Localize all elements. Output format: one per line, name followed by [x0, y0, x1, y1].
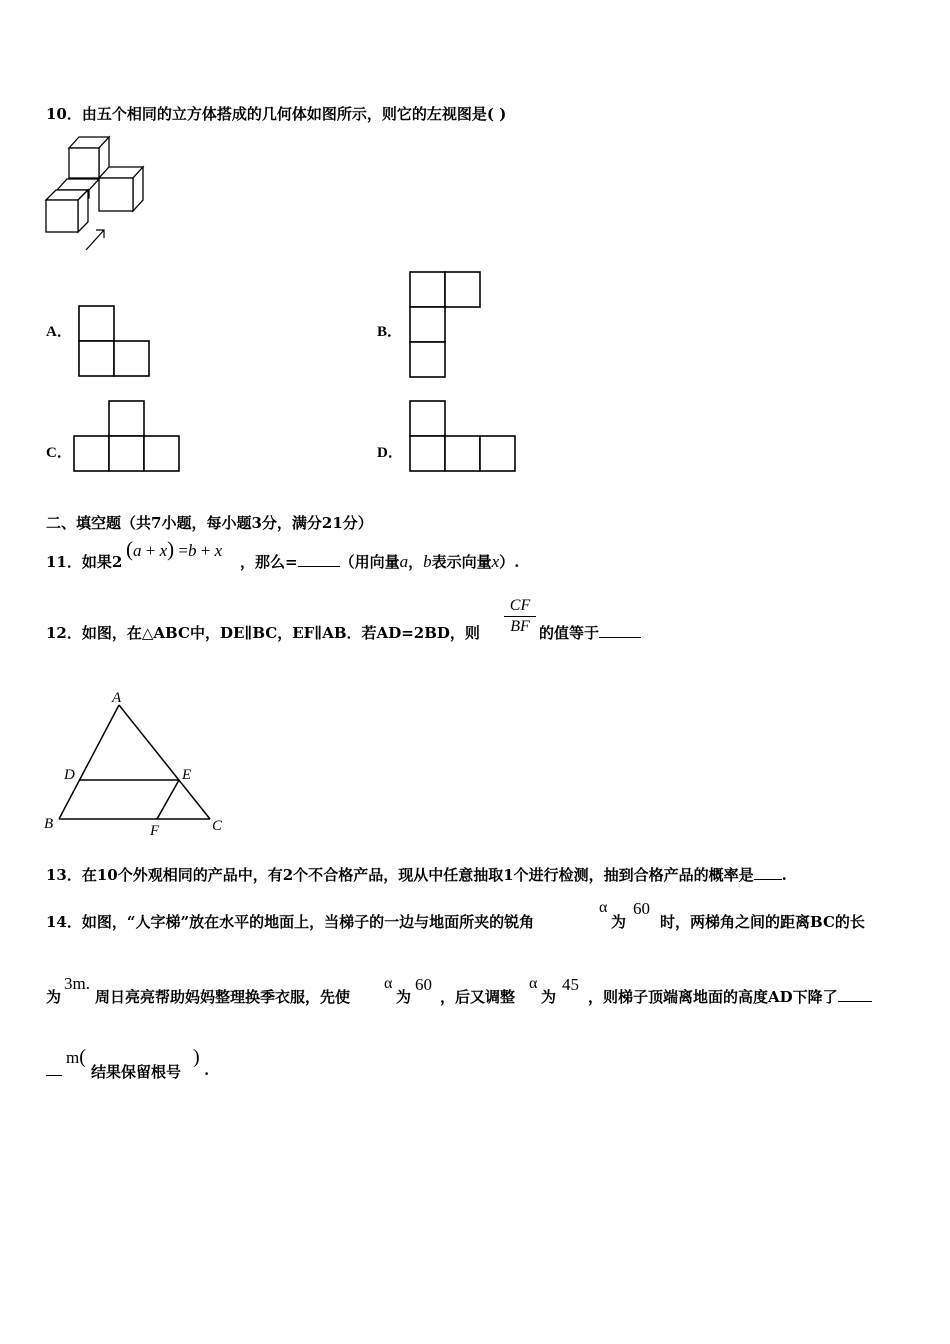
q10-option-b-label[interactable]: B． [377, 324, 403, 340]
q10-number: 10． [46, 105, 82, 123]
q14-line2-c: ，后又调整 [440, 988, 516, 1006]
q12-stem [46, 622, 480, 643]
q11-vec-x: x [491, 552, 500, 571]
q10-option-c-label[interactable]: C． [46, 445, 72, 461]
section2-title: 二、填空题（共7小题，每小题3分，满分21分） [46, 514, 373, 532]
q11-number: 11． [46, 553, 82, 571]
q12-label-d: D [64, 767, 75, 783]
q14-wei-3: 为 [396, 988, 412, 1006]
q14-line2-b: 周日亮亮帮助妈妈整理换季衣服，先使 [95, 988, 351, 1006]
q14-wei-2: 为 [46, 988, 62, 1006]
q11-post2: 表示向量 [431, 553, 492, 571]
q12-label-e: E [182, 767, 192, 783]
q11-rparen: ) [167, 537, 175, 561]
q11-var-x-2: x [214, 541, 223, 560]
q10-cube-figure [42, 134, 152, 259]
q14-alpha-3: α [529, 975, 538, 992]
q12-triangle-figure [40, 688, 230, 838]
q14-alpha-1: α [599, 899, 608, 916]
q14-end: . [204, 1061, 210, 1079]
q14-answer-blank-1[interactable] [838, 987, 872, 1002]
q12-label-b: B [44, 816, 54, 832]
q11-plus: + [141, 541, 160, 560]
q14-text-1: 如图，“人字梯”放在水平的地面上，当梯子的一边与地面所夹的锐角 [81, 913, 535, 931]
q11-plus-2: + [196, 541, 215, 560]
q14-unit-m [66, 1046, 86, 1069]
q11-pre: 如果 [81, 553, 112, 571]
q12-label-f: F [150, 823, 160, 839]
q13-number: 13． [46, 866, 82, 884]
q11-var-x: x [159, 541, 168, 560]
q12-label-a: A [112, 690, 122, 706]
q14-line1-b: 时，两梯角之间的距离BC的长 [660, 913, 865, 931]
q12-fraction-bar [504, 616, 536, 617]
q14-value-60-1: 60 [633, 899, 650, 918]
q12-answer-blank[interactable] [599, 623, 641, 638]
q12-number: 12． [46, 624, 82, 642]
q11-equation [126, 537, 222, 562]
q14-line2-d [588, 986, 872, 1007]
q14-number: 14． [46, 913, 82, 931]
q10-option-d-figure[interactable] [409, 400, 519, 472]
q10-option-a-label[interactable]: A． [46, 324, 72, 340]
q14-unit-m-text: m [66, 1048, 80, 1067]
q10-option-b-figure[interactable] [409, 271, 484, 379]
q14-text-2d: ，则梯子顶端离地面的高度AD下降了 [588, 988, 838, 1006]
q11-vec-a: a [399, 552, 409, 571]
q10-option-c-figure[interactable] [73, 400, 183, 472]
q14-line3-blank [46, 1061, 62, 1080]
q11-var-b: b [187, 541, 197, 560]
q12-tail [539, 622, 641, 643]
q12-text: 如图，在△ABC中，DE∥BC，EF∥AB．若AD=2BD，则 [81, 624, 480, 642]
q14-value-60-2: 60 [415, 975, 432, 994]
q10-option-a-figure[interactable] [78, 305, 153, 377]
q14-wei-1: 为 [611, 913, 627, 931]
q12-fraction [504, 597, 536, 636]
q14-wei-4: 为 [541, 988, 557, 1006]
q12-tail-text: 的值等于 [539, 624, 600, 642]
q14-answer-blank-2[interactable] [46, 1061, 62, 1076]
q11-mid: ，那么= [240, 553, 298, 571]
q11-comma: ， [408, 553, 424, 571]
q11-var-a: a [133, 541, 142, 560]
q14-alpha-2: α [384, 975, 393, 992]
q14-line3-text: 结果保留根号 [91, 1063, 182, 1081]
q11-tail [240, 551, 519, 572]
q13-stem [46, 864, 787, 885]
q14-lparen: ( [79, 1046, 86, 1068]
q11-eq: = [174, 541, 188, 560]
q11-vec-b: b [423, 552, 432, 571]
q14-value-3m: 3m. [64, 974, 90, 993]
q11-answer-blank[interactable] [298, 552, 340, 567]
q13-answer-blank[interactable] [754, 865, 782, 880]
q11-coef: 2 [111, 553, 123, 571]
q13-text: 在10个外观相同的产品中，有2个不合格产品，现从中任意抽取1个进行检测，抽到合格产品的概率是 [81, 866, 754, 884]
q10-stem [46, 103, 506, 124]
q12-fraction-denominator: BF [510, 618, 530, 635]
q11-stem [46, 551, 122, 572]
q13-end: . [781, 866, 787, 884]
q14-line1-a [46, 911, 534, 932]
q10-option-d-label[interactable]: D． [377, 445, 403, 461]
q14-rparen: ) [193, 1046, 200, 1068]
q11-post1: （用向量 [339, 553, 400, 571]
q11-end: ）. [499, 553, 520, 571]
q12-fraction-numerator: CF [509, 597, 531, 614]
q10-text: 由五个相同的立方体搭成的几何体如图所示，则它的左视图是( ) [81, 105, 507, 123]
q12-label-c: C [212, 818, 223, 834]
q14-value-45: 45 [562, 975, 579, 994]
q11-lparen: ( [126, 537, 133, 561]
